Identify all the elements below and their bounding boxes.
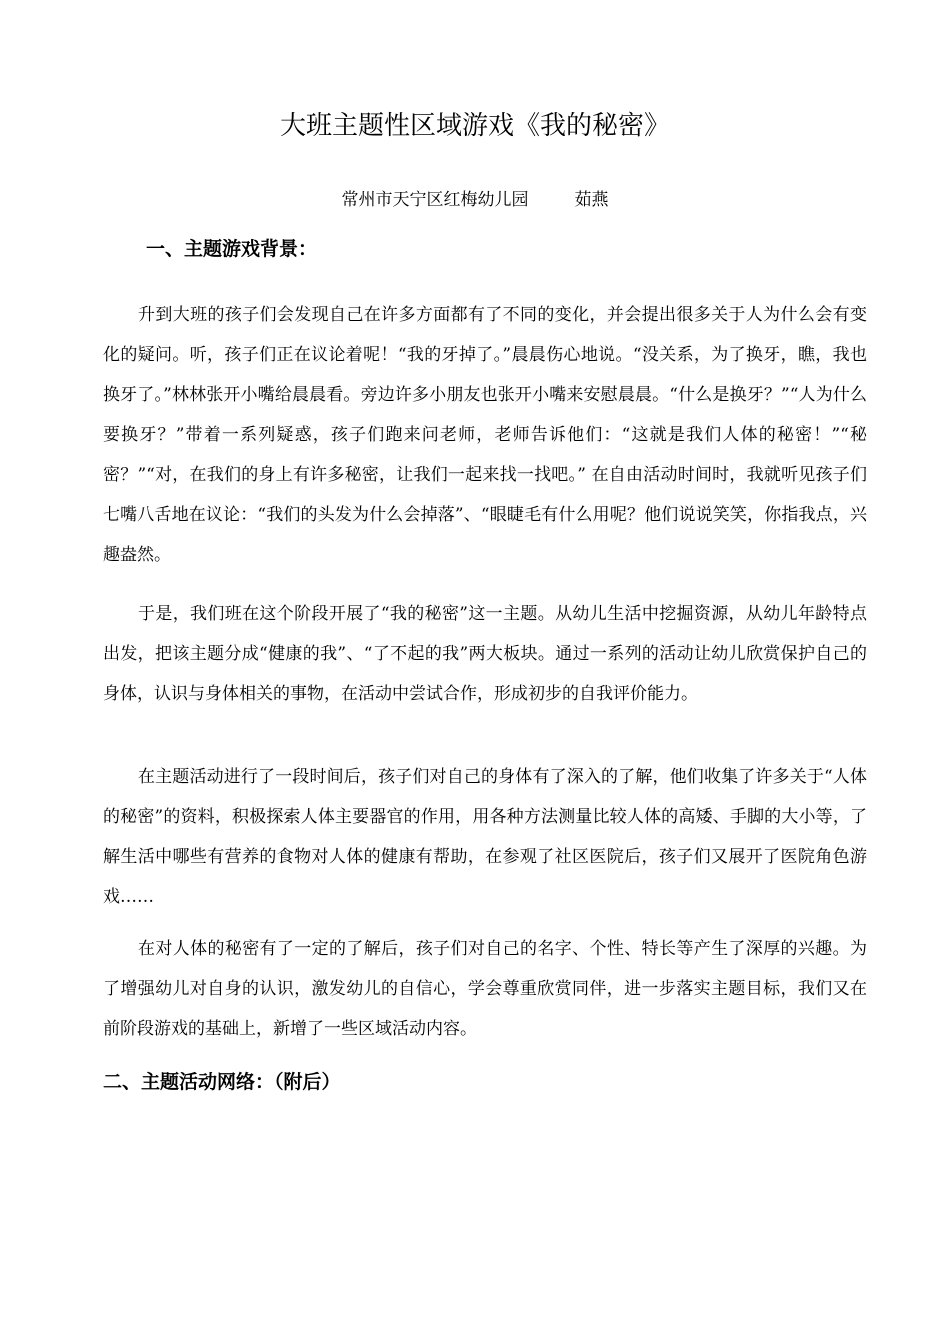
paragraph-4: 在对人体的秘密有了一定的了解后，孩子们对自己的名字、个性、特长等产生了深厚的兴趣。为了增强幼儿对自身的认识，激发幼儿的自信心，学会尊重欣赏同伴，进一步落实主题目标，我们又在前阶段游戏的基础上，新增了一些区域活动内容。 [103,939,867,1039]
paragraph-3: 在主题活动进行了一段时间后，孩子们对自己的身体有了深入的了解，他们收集了许多关于“人体的秘密”的资料，积极探索人体主要器官的作用，用各种方法测量比较人体的高矮、手脚的大小等，了解生活中哪些有营养的食物对人体的健康有帮助，在参观了社区医院后，孩子们又展开了医院角色游戏…… [103,767,867,907]
paragraph-1: 升到大班的孩子们会发现自己在许多方面都有了不同的变化，并会提出很多关于人为什么会有变化的疑问。听，孩子们正在议论着呢！“我的牙掉了。”晨晨伤心地说。“没关系，为了换牙，瞧，我也换牙了。”林林张开小嘴给晨晨看。旁边许多小朋友也张开小嘴来安慰晨晨。“什么是换牙？”“人为什么要换牙？”带着一系列疑惑，孩子们跑来问老师，老师告诉他们：“这就是我们人体的秘密！”“秘密？”“对，在我们的身上有许多秘密，让我们一起来找一找吧。” 在自由活动时间时，我就听见孩子们七嘴八舌地在议论：“我们的头发为什么会掉落”、“眼睫毛有什么用呢？他们说说笑笑，你指我点，兴趣盎然。 [103,305,867,565]
author-name: 茹燕 [574,190,609,210]
section-heading-background: 一、主题游戏背景： [146,238,318,260]
school-name: 常州市天宁区红梅幼儿园 [341,190,529,210]
byline [0,186,950,214]
page-title: 大班主题性区域游戏《我的秘密》 [279,111,670,141]
paragraph-2: 于是，我们班在这个阶段开展了“我的秘密”这一主题。从幼儿生活中挖掘资源，从幼儿年龄特点出发，把该主题分成“健康的我”、“了不起的我”两大板块。通过一系列的活动让幼儿欣赏保护自己的身体，认识与身体相关的事物，在活动中尝试合作，形成初步的自我评价能力。 [103,604,867,704]
section-heading-network: 二、主题活动网络：（附后） [103,1071,341,1093]
